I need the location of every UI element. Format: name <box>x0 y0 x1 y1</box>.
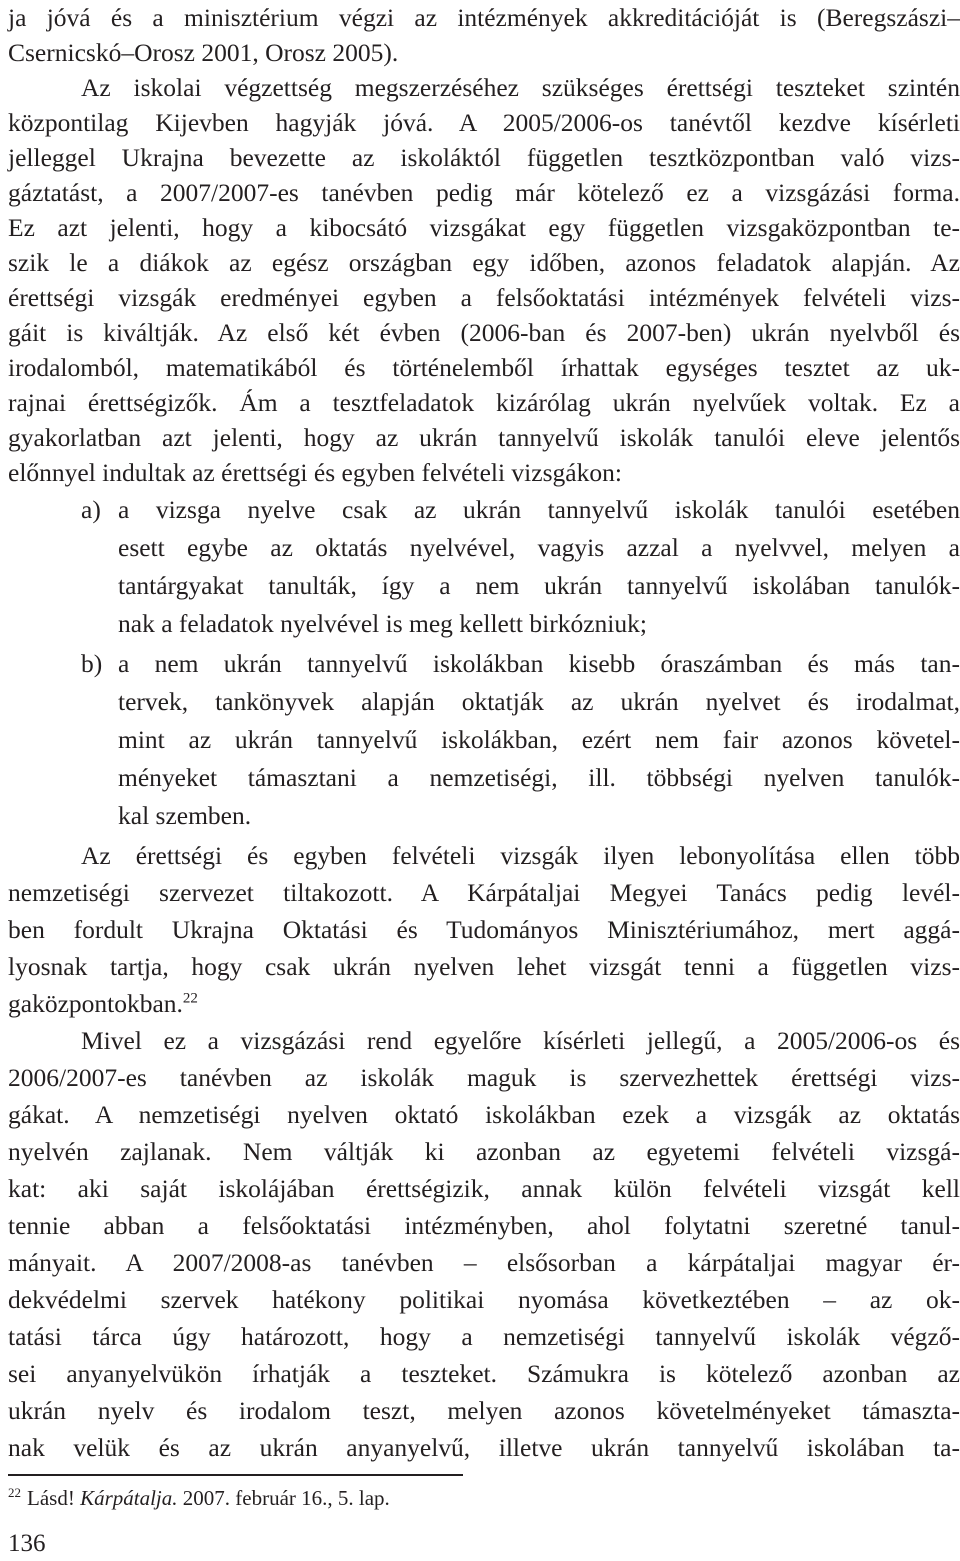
paragraph-first-line: Az iskolai végzettség megszerzéséhez szükséges érettségi teszteket szintén <box>81 73 960 102</box>
text-line: tatási tárca úgy határozott, hogy a nemzetiségi tannyelvű iskolák végző- <box>8 1322 960 1351</box>
text-line: tantárgyakat tanulták, így a nem ukrán tannyelvű iskolában tanulók- <box>118 571 960 600</box>
list-item-text: a vizsga nyelve csak az ukrán tannyelvű iskolák tanulói esetében <box>118 495 960 524</box>
text-line: gáztatást, a 2007/2007-es tanévben pedig már kötelező ez a vizsgázási forma. <box>8 178 960 207</box>
text-line: ukrán nyelv és irodalom teszt, melyen azonos követelményeket támaszta- <box>8 1396 960 1425</box>
footnote-rest: 2007. február 16., 5. lap. <box>177 1486 390 1510</box>
footnote-prefix: Lásd! <box>27 1486 81 1510</box>
list-marker: a) <box>81 495 101 524</box>
text-line <box>8 986 960 1022</box>
text-line: rajnai érettségizők. Ám a tesztfeladatok kizárólag ukrán nyelvűek voltak. Ez a <box>8 388 960 417</box>
text-line: esett egybe az oktatás nyelvével, vagyis azzal a nyelvvel, melyen a <box>118 533 960 562</box>
text-line: Ez azt jelenti, hogy a kibocsátó vizsgákat egy független vizsgaközpontban te- <box>8 213 960 242</box>
text-line: gákat. A nemzetiségi nyelven oktató iskolákban ezek a vizsgák az oktatás <box>8 1100 960 1129</box>
text-line: kat: aki saját iskolájában érettségizik, annak külön felvételi vizsgát kell <box>8 1174 960 1203</box>
text-line: ja jóvá és a minisztérium végzi az intézmények akkreditációját is (Beregszászi– <box>8 3 960 32</box>
line-text: gaközpontokban. <box>8 989 183 1018</box>
list-item-a <box>8 492 960 528</box>
text-line: szik le a diákok az egész országban egy időben, azonos feladatok alapján. Az <box>8 248 960 277</box>
text-line: dekvédelmi szervek hatékony politikai nyomása következtében – az ok- <box>8 1285 960 1314</box>
text-line: előnnyel indultak az érettségi és egyben felvételi vizsgákon: <box>8 458 622 487</box>
list-marker: b) <box>81 649 103 678</box>
text-line: jelleggel Ukrajna bevezette az iskoláktól független tesztközpontban való vizs- <box>8 143 960 172</box>
list-item-b <box>8 646 960 682</box>
text-line: 2006/2007-es tanévben az iskolák maguk is szervezhettek érettségi vizs- <box>8 1063 960 1092</box>
text-line: mányait. A 2007/2008-as tanévben – elsősorban a kárpátaljai magyar ér- <box>8 1248 960 1277</box>
footnote-number: 22 <box>8 1485 21 1500</box>
text-line: érettségi vizsgák eredményei egyben a felsőoktatási intézmények felvételi vizs- <box>8 283 960 312</box>
text-line: központilag Kijevben hagyják jóvá. A 2005/2006-os tanévtől kezdve kísérleti <box>8 108 960 137</box>
text-line: ményeket támasztani a nemzetiségi, ill. többségi nyelven tanulók- <box>118 763 960 792</box>
paragraph-first-line: Az érettségi és egyben felvételi vizsgák ilyen lebonyolítása ellen több <box>81 841 960 870</box>
text-line: tennie abban a felsőoktatási intézményben, ahol folytatni szeretné tanul- <box>8 1211 960 1240</box>
text-line: nemzetiségi szervezet tiltakozott. A Kárpátaljai Megyei Tanács pedig levél- <box>8 878 960 907</box>
paragraph-first-line: Mivel ez a vizsgázási rend egyelőre kísérleti jellegű, a 2005/2006-os és <box>81 1026 960 1055</box>
text-line: sei anyanyelvükön írhatják a teszteket. Számukra is kötelező azonban az <box>8 1359 960 1388</box>
list-item-text: a nem ukrán tannyelvű iskolákban kisebb óraszámban és más tan- <box>118 649 960 678</box>
text-line: nyelvén zajlanak. Nem váltják ki azonban az egyetemi felvételi vizsgá- <box>8 1137 960 1166</box>
text-line: nak velük és az ukrán anyanyelvű, illetve ukrán tannyelvű iskolában ta- <box>8 1433 960 1462</box>
text-line: kal szemben. <box>118 801 252 830</box>
text-line: ben fordult Ukrajna Oktatási és Tudományos Minisztériumához, mert aggá- <box>8 915 960 944</box>
text-line: lyosnak tartja, hogy csak ukrán nyelven lehet vizsgát tenni a független vizs- <box>8 952 960 981</box>
footnote-source: Kárpátalja. <box>80 1486 178 1510</box>
text-line: gáit is kiváltják. Az első két évben (2006-ban és 2007-ben) ukrán nyelvből és <box>8 318 960 347</box>
text-line: tervek, tankönyvek alapján oktatják az ukrán nyelvet és irodalmat, <box>118 687 960 716</box>
footnote <box>8 1484 390 1512</box>
text-line: nak a feladatok nyelvével is meg kellett birkózniuk; <box>118 609 647 638</box>
page-number: 136 <box>8 1530 46 1557</box>
text-line: gyakorlatban azt jelenti, hogy az ukrán tannyelvű iskolák tanulói eleve jelentős <box>8 423 960 452</box>
text-line: mint az ukrán tannyelvű iskolákban, ezért nem fair azonos követel- <box>118 725 960 754</box>
footnote-reference: 22 <box>182 990 198 1007</box>
text-line: Csernicskó–Orosz 2001, Orosz 2005). <box>8 38 399 67</box>
text-line: irodalomból, matematikából és történelemből írhattak egységes tesztet az uk- <box>8 353 960 382</box>
footnote-divider <box>8 1474 463 1476</box>
